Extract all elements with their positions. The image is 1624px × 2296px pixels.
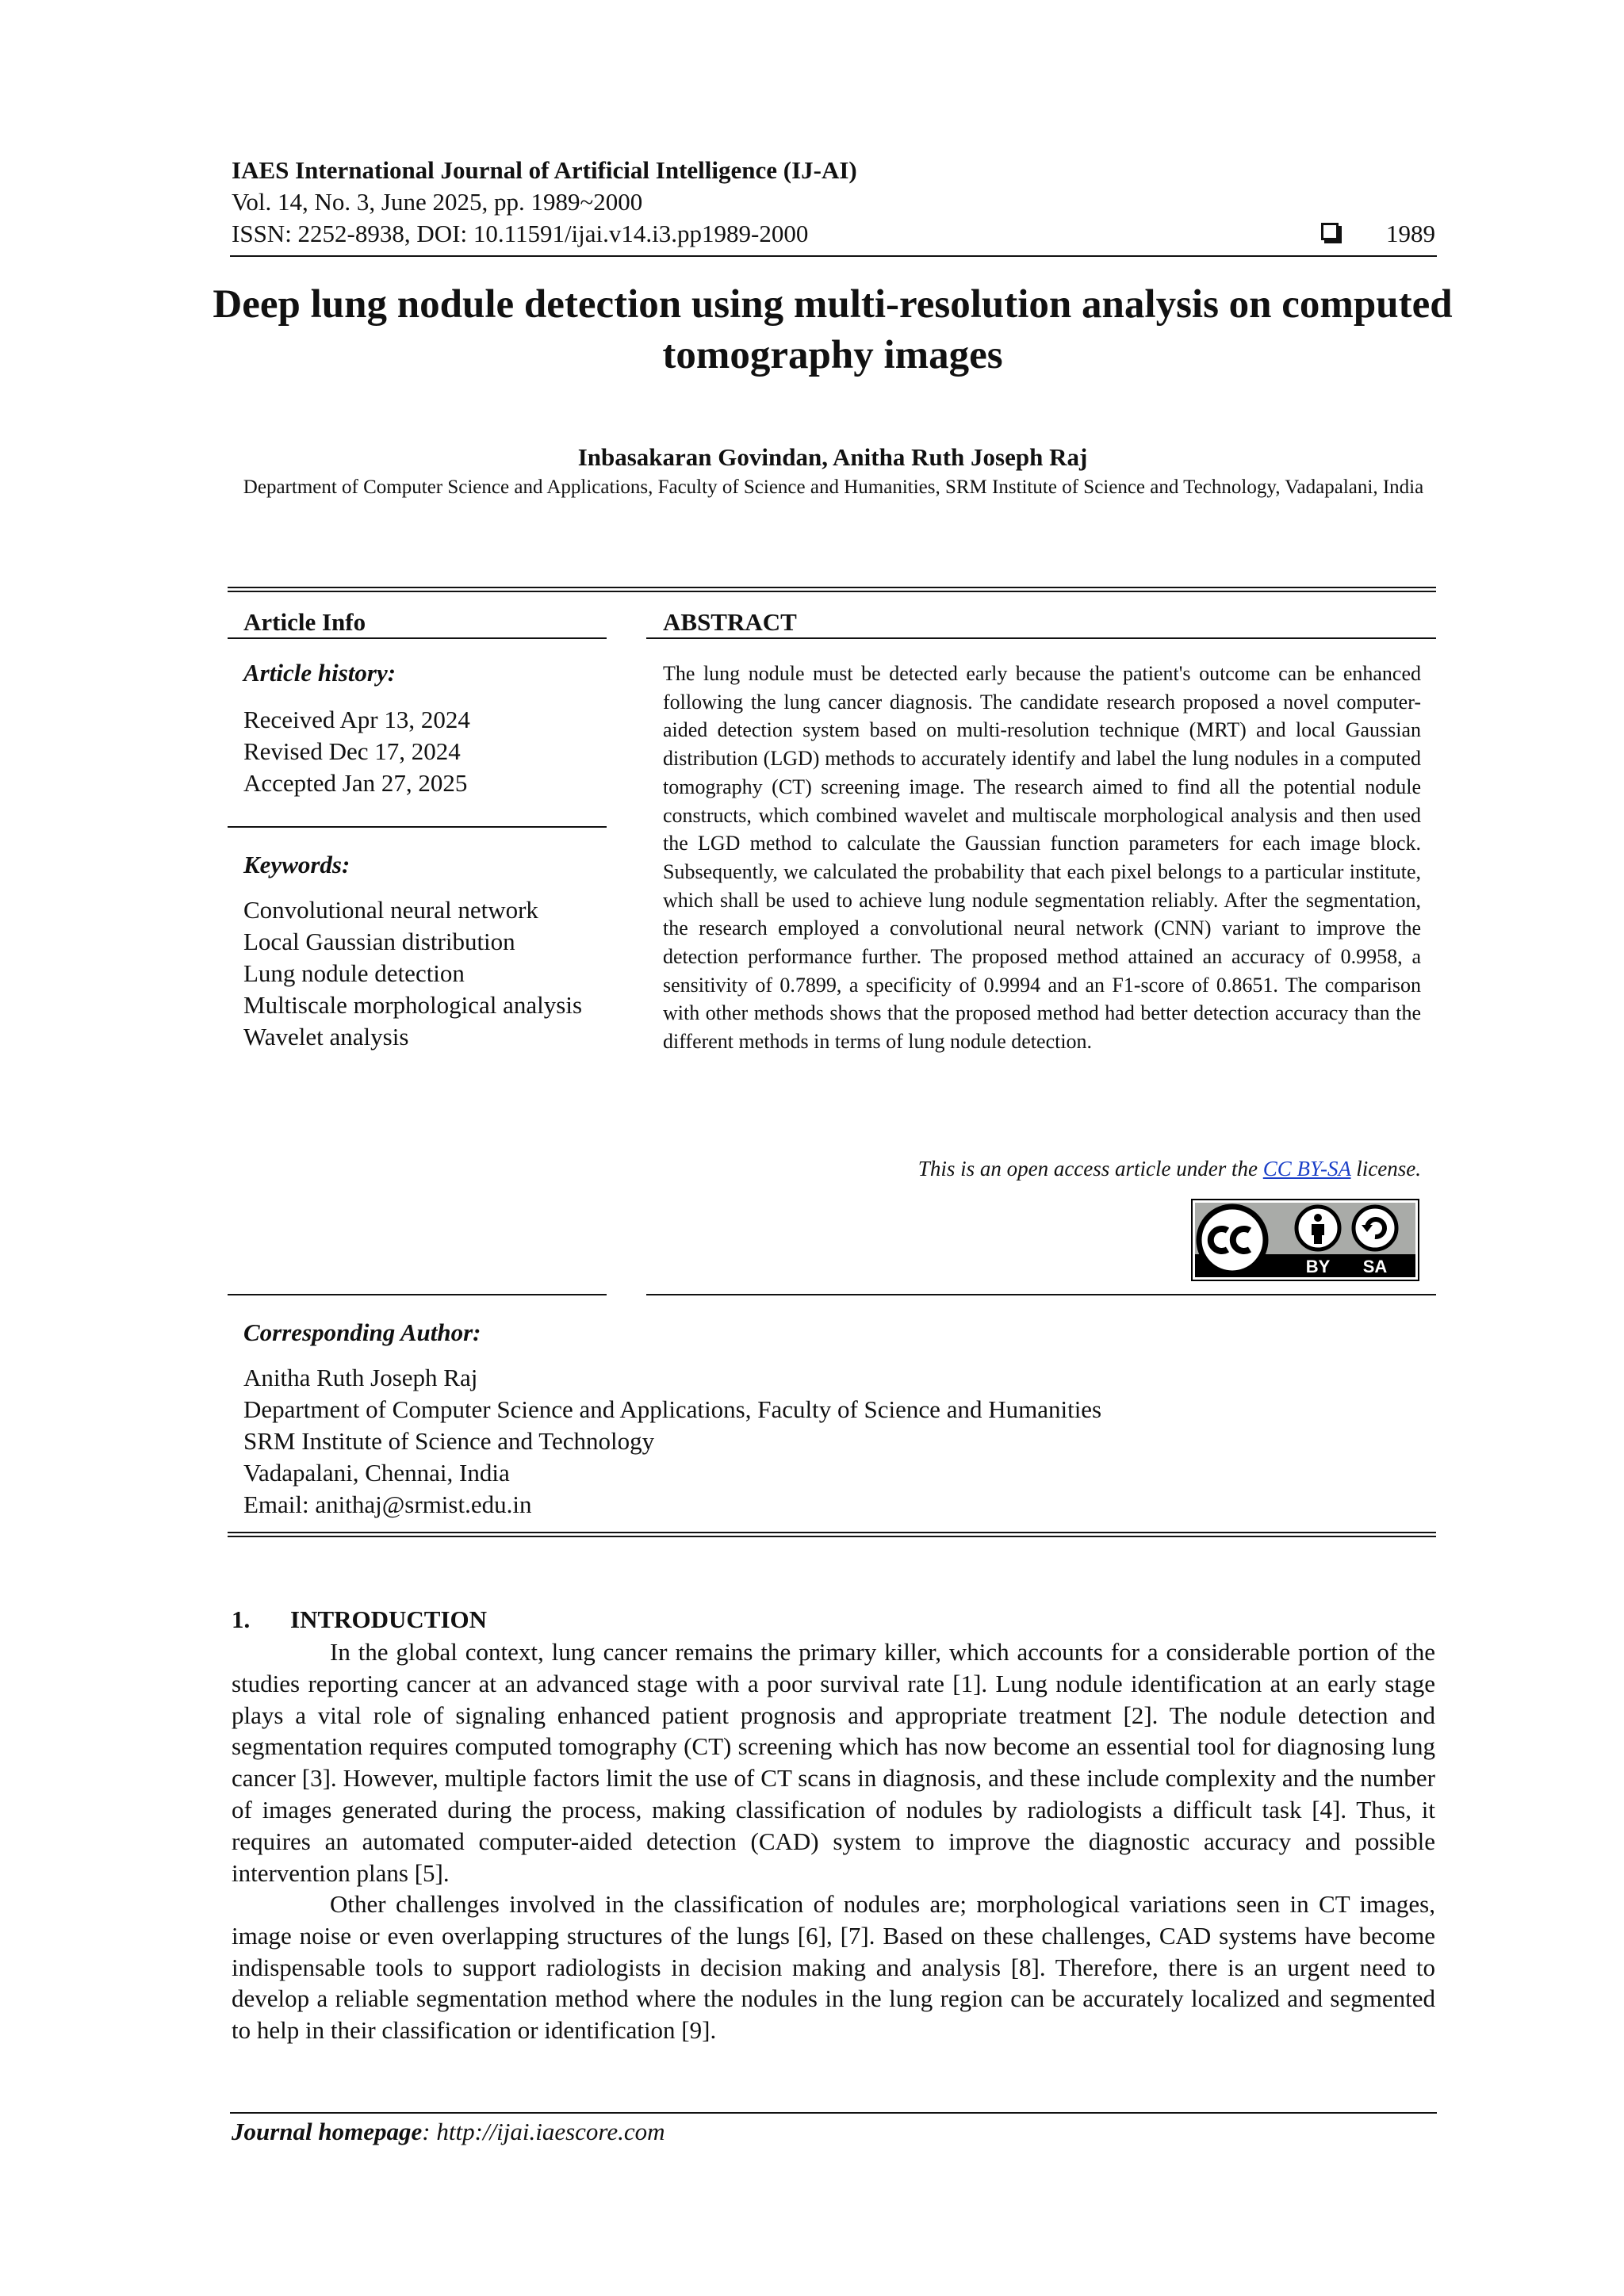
author-affiliation: Department of Computer Science and Applications, Faculty of Science and Humanities, SRM Institute of Science and Technology, Vadapalani, India [243, 476, 1424, 498]
footer-label: Journal homepage [232, 2118, 423, 2145]
keyword-item: Lung nodule detection [243, 959, 465, 987]
corresponding-author-heading: Corresponding Author: [243, 1318, 481, 1346]
footer-url[interactable]: : http://ijai.iaescore.com [422, 2118, 665, 2145]
abstract-text: The lung nodule must be detected early because the patient's outcome can be enhanced following the lung cancer diagnosis. The candidate research proposed a novel computer-aided detection system based on multi-resolution technique (MRT) and local Gaussian distribution (LGD) methods to accurately identify and label the lung nodules in a computed tomography (CT) screening image. The research aimed to find all the potential nodule constructs, which combined wavelet and multiscale morphological analysis and then used the LGD method to calculate the Gaussian function parameters for each image block. Subsequently, we calculated the probability that each pixel belongs to a particular institute, which shall be used to achieve lung nodule segmentation reliably. After the segmentation, the research employed a convolutional neural network (CNN) variant to improve the detection performance further. The proposed method attained an accuracy of 0.9958, a sensitivity of 0.7899, a specificity of 0.9994 and an F1-score of 0.8651. The comparison with other methods shows that the proposed method had better detection accuracy than the different methods in terms of lung nodule detection. [663, 662, 1421, 1054]
license-suffix: license. [1350, 1157, 1421, 1181]
paragraph-text: Other challenges involved in the classification of nodules are; morphological variations seen in CT images, image noise or even overlapping structures of the lungs [6], [7]. Based on these challenges, CAD systems have become indispensable tools to support radiologists in decision making and analysis [8]. Therefore, there is an urgent need to develop a reliable segmentation method where the nodules in the lung region can be accurately localized and segmented to help in their classification or identification [9]. [232, 1890, 1435, 2045]
article-info-bottom-rule [228, 1294, 607, 1295]
history-revised: Revised Dec 17, 2024 [243, 737, 461, 765]
info-block-bottom-rule [228, 1532, 1436, 1537]
abstract-heading: ABSTRACT [663, 608, 797, 636]
cc-by-sa-badge-icon[interactable] [1191, 1199, 1419, 1281]
keywords-heading: Keywords: [243, 851, 350, 878]
abstract-heading-rule [646, 637, 1436, 639]
volume-line: Vol. 14, No. 3, June 2025, pp. 1989~2000 [232, 188, 643, 216]
checkbox-square-icon [1321, 223, 1339, 240]
license-link[interactable]: CC BY-SA [1262, 1157, 1351, 1181]
keywords-top-rule [228, 826, 607, 828]
keyword-item: Convolutional neural network [243, 896, 538, 924]
article-info-rule [228, 637, 607, 639]
abstract-bottom-rule [646, 1294, 1436, 1295]
corresponding-author-location: Vadapalani, Chennai, India [243, 1459, 510, 1487]
keyword-item: Wavelet analysis [243, 1023, 409, 1050]
share-alike-icon [1354, 1207, 1396, 1249]
intro-paragraph-2 [232, 1888, 1435, 2046]
corresponding-author-institute: SRM Institute of Science and Technology [243, 1427, 655, 1455]
section-number: 1. [232, 1605, 251, 1633]
page-number: 1989 [1386, 220, 1435, 247]
history-received: Received Apr 13, 2024 [243, 706, 470, 733]
badge-by-label: BY [1305, 1257, 1331, 1276]
corresponding-author-name: Anitha Ruth Joseph Raj [243, 1364, 478, 1391]
keyword-item: Local Gaussian distribution [243, 928, 515, 955]
article-history-heading: Article history: [243, 659, 396, 687]
info-block-top-rule [228, 587, 1436, 592]
author-list: Inbasakaran Govindan, Anitha Ruth Joseph Raj [577, 443, 1088, 471]
header-divider [230, 255, 1437, 257]
paper-title: Deep lung nodule detection using multi-resolution analysis on computed tomography images [213, 282, 1453, 377]
badge-sa-label: SA [1362, 1257, 1388, 1276]
corresponding-author-department: Department of Computer Science and Applications, Faculty of Science and Humanities [243, 1395, 1102, 1423]
corresponding-author-details [243, 1362, 1101, 1521]
keyword-item: Multiscale morphological analysis [243, 991, 583, 1019]
section-heading-introduction [232, 1605, 487, 1635]
journal-homepage-footer [232, 2117, 665, 2147]
section-title: INTRODUCTION [290, 1605, 488, 1633]
license-prefix: This is an open access article under the [917, 1157, 1263, 1181]
paragraph-text: In the global context, lung cancer remains the primary killer, which accounts for a considerable portion of the studies reporting cancer at an advanced stage with a poor survival rate [1]. Lung nodule identification at an early stage plays a vital role of signaling enhanced patient prognosis and appropriate treatment [2]. The nodule detection and segmentation requires computed tomography (CT) screening which has now become an essential tool for diagnosing lung cancer [3]. However, multiple factors limit the use of CT scans in diagnosis, and these include complexity and the number of images generated during the process, making classification of nodules by radiologists a difficult task [4]. Thus, it requires an automated computer-aided detection (CAD) system to improve the diagnostic accuracy and possible intervention plans [5]. [232, 1638, 1435, 1887]
intro-paragraph-1 [232, 1636, 1435, 1888]
footer-divider [230, 2112, 1437, 2114]
corresponding-author-email: Email: anithaj@srmist.edu.in [243, 1490, 532, 1518]
journal-name: IAES International Journal of Artificial Intelligence (IJ-AI) [232, 156, 857, 184]
license-statement [663, 1154, 1421, 1183]
article-history-list [243, 704, 470, 799]
attribution-person-icon [1297, 1207, 1339, 1249]
keywords-list [243, 894, 600, 1053]
history-accepted: Accepted Jan 27, 2025 [243, 769, 468, 797]
issn-doi-line: ISSN: 2252-8938, DOI: 10.11591/ijai.v14.i3.pp1989-2000 [232, 220, 809, 247]
cc-logo-icon [1199, 1207, 1266, 1273]
article-info-heading: Article Info [243, 608, 366, 636]
